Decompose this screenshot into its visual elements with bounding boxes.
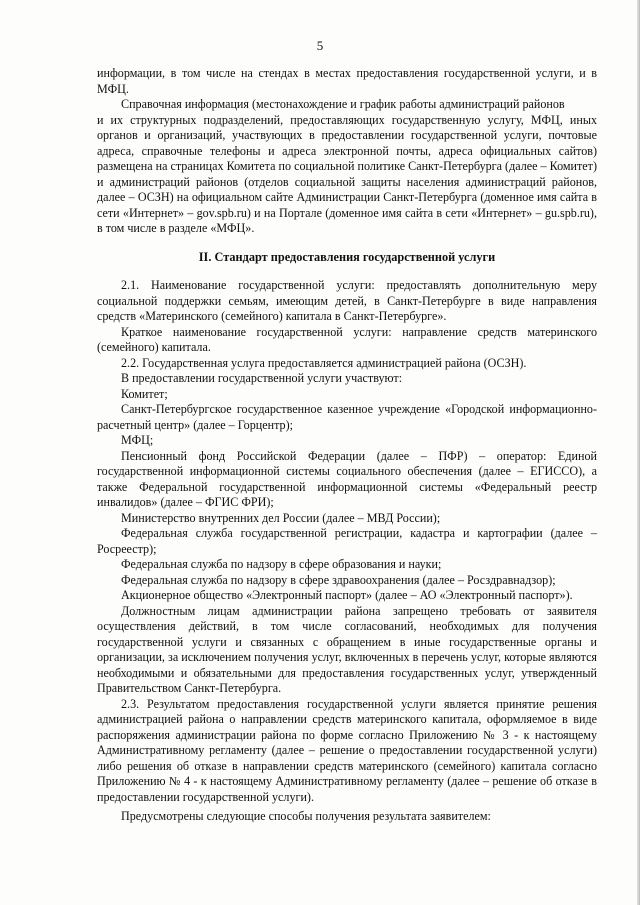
paragraph: Предусмотрены следующие способы получения результата заявителем:: [121, 809, 491, 823]
page-number: 5: [316, 38, 324, 53]
list-item: МФЦ;: [121, 433, 154, 447]
list-item: Министерство внутренних дел России (далее – МВД России);: [121, 510, 441, 525]
paragraph: 2.1. Наименование государственной услуги: предоставлять дополнительную меру социальной поддержки семьям, имеющим детей, в Санкт-Петербурге в виде направления средств «Материнского (семейного) капитала в Санкт-Петербурге».: [97, 278, 597, 323]
list-item: Федеральная служба по надзору в сфере образования и науки;: [121, 557, 442, 571]
list-item: Акционерное общество «Электронный паспорт» (далее – АО «Электронный паспорт»).: [121, 588, 573, 602]
paragraph: 2.3. Результатом предоставления государственной услуги является принятие решения администрацией района о направлении средств материнского капитала, оформляемое в виде распоряжения администрации района по форме согласно Приложению № 3 - к настоящему Административному регламенту (далее – решение о предоставлении государственной услуги) либо решения об отказе в направлении средств материнского (семейного) капитала согласно Приложению № 4 - к настоящему Административному регламенту (далее – решение об отказе в предоставлении государственной услуги).: [97, 696, 597, 804]
paragraph: Справочная информация (местонахождение и график работы администраций районов: [121, 97, 565, 111]
paragraph: 2.2. Государственная услуга предоставляется администрацией района (ОСЗН).: [121, 355, 527, 370]
document-body: [97, 66, 597, 825]
paragraph: информации, в том числе на стендах в местах предоставления государственной услуги, и в МФЦ.: [97, 66, 597, 96]
paragraph: В предоставлении государственной услуги участвуют:: [121, 371, 403, 385]
paragraph: Должностным лицам администрации района запрещено требовать от заявителя осуществления действий, в том числе согласований, необходимых для получения государственной услуги и связанных с обращением в иные государственные органы и организации, за исключением получения услуг, включенных в перечень услуг, которые являются необходимыми и обязательными для предоставления государственных услуг, утвержденный Правительством Санкт-Петербурга.: [97, 603, 597, 695]
list-item: Федеральная служба по надзору в сфере здравоохранения (далее – Росздравнадзор);: [121, 572, 556, 587]
list-item: Санкт-Петербургское государственное казенное учреждение «Городской информационно-расчетный центр» (далее – Горцентр);: [97, 402, 597, 432]
list-item: Федеральная служба государственной регистрации, кадастра и картографии (далее – Росреестр);: [97, 526, 597, 556]
paragraph: и их структурных подразделений, предоставляющих государственную услугу, МФЦ, иных органов и организаций, участвующих в предоставлении государственной услуги, почтовые адреса, справочные телефоны и адреса электронной почты, адреса официальных сайтов) размещена на страницах Комитета по социальной политике Санкт-Петербурга (далее – Комитет) и администраций районов (отделов социальной защиты населения администраций районов, далее – ОСЗН) на официальном сайте Администрации Санкт-Петербурга (доменное имя сайта в сети «Интернет» – gov.spb.ru) и на Портале (доменное имя сайта в сети «Интернет» – gu.spb.ru), в том числе в разделе «МФЦ».: [97, 112, 597, 235]
list-item: Пенсионный фонд Российской Федерации (далее – ПФР) – оператор: Единой государственной информационной системы социального обеспечения (далее – ЕГИССО), а также Федеральной государственной информационной системы «Федеральный реестр инвалидов» (далее – ФГИС ФРИ);: [97, 448, 597, 509]
section-heading: II. Стандарт предоставления государственной услуги: [198, 249, 496, 264]
list-item: Комитет;: [121, 386, 168, 401]
paragraph: Краткое наименование государственной услуги: направление средств материнского (семейного) капитала.: [97, 324, 597, 354]
